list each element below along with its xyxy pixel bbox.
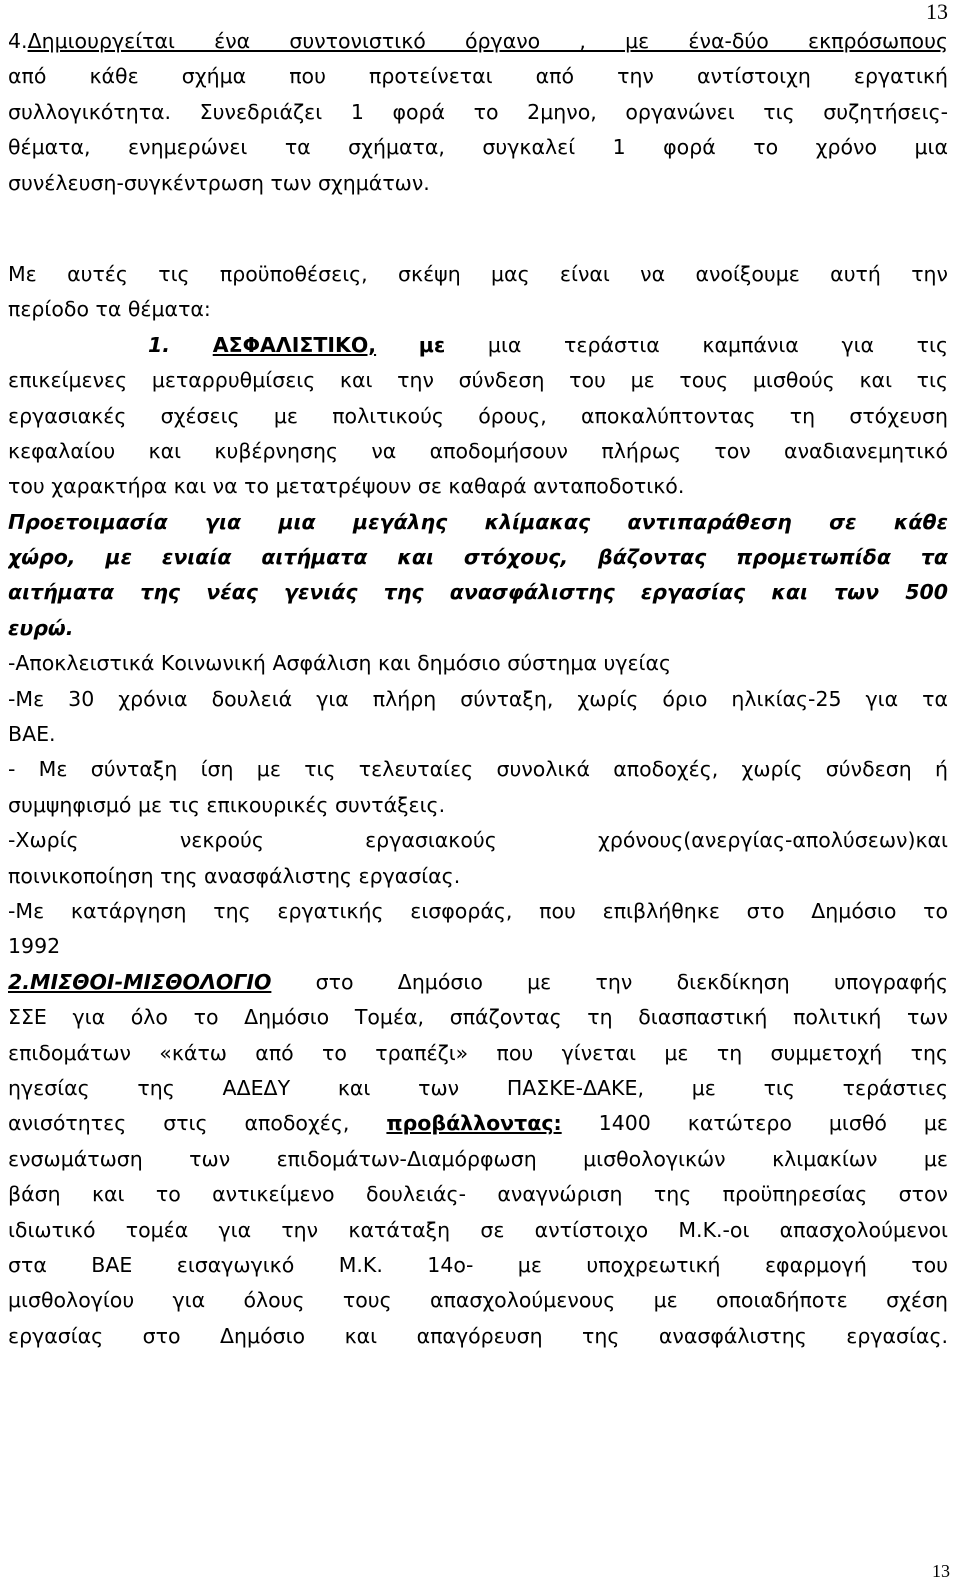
topic-1-title: ΑΣΦΑΛΙΣΤΙΚΟ, <box>212 332 377 357</box>
topic-2-line: επιδομάτων «κάτω από το τραπέζι» που γίνεται με τη συμμετοχή της <box>8 1040 948 1065</box>
topic-2-line: στα ΒΑΕ εισαγωγικό Μ.Κ. 14ο- με υποχρεωτική εφαρμογή του <box>8 1252 948 1277</box>
topic-1-line: επικείμενες μεταρρυθμίσεις και την σύνδεση του με τους μισθούς και τις <box>8 368 948 393</box>
intro <box>8 257 948 328</box>
topic-2-line: μισθολογίου για όλους τους απασχολούμενους με οποιαδήποτε σχέση <box>8 1288 948 1313</box>
topic-2-line: ενσωμάτωση των επιδομάτων-Διαμόρφωση μισθολογικών κλιμακίων με <box>8 1146 948 1171</box>
topic-1-with: με <box>418 332 446 357</box>
point-4-line-1 <box>8 24 948 59</box>
demand-line: ΒΑΕ. <box>8 722 56 747</box>
topic-2 <box>8 965 948 1354</box>
topic-2-line: εργασίας στο Δημόσιο και απαγόρευση της ανασφάλιστης εργασίας. <box>8 1323 948 1348</box>
demand-line: -Χωρίς νεκρούς εργασιακούς χρόνους(ανεργίας-απολύσεων)και <box>8 828 948 853</box>
topic-1-prep-line: Προετοιμασία για μια μεγάλης κλίμακας αντιπαράθεση σε κάθε <box>8 509 948 534</box>
point-4-line-5: συνέλευση-συγκέντρωση των σχημάτων. <box>8 170 430 195</box>
demand-line: -Με 30 χρόνια δουλειά για πλήρη σύνταξη, χωρίς όριο ηλικίας-25 για τα <box>8 686 948 711</box>
topic-1 <box>8 328 948 965</box>
topic-1-line: εργασιακές σχέσεις με πολιτικούς όρους, αποκαλύπτοντας τη στόχευση <box>8 403 948 428</box>
topic-1-prep-line: αιτήματα της νέας γενιάς της ανασφάλιστης εργασίας και των 500 <box>8 580 948 605</box>
page-number-top: 13 <box>926 0 948 24</box>
topic-1-prep-line: ευρώ. <box>8 615 74 640</box>
topic-1-line: κεφαλαίου και κυβέρνησης να αποδομήσουν πλήρως τον αναδιανεμητικό <box>8 438 948 463</box>
point-4-number: 4. <box>8 29 28 53</box>
topic-1-number: 1. <box>148 332 171 357</box>
topic-2-line-5-end: 1400 κατώτερο μισθό με <box>561 1111 948 1136</box>
topic-2-line-1 <box>8 965 948 1000</box>
demand-line: ποινικοποίηση της ανασφάλιστης εργασίας. <box>8 863 461 888</box>
document-body <box>8 24 948 1354</box>
demand-line: συμψηφισμό με τις επικουρικές συντάξεις. <box>8 792 446 817</box>
topic-2-line: βάση και το αντικείμενο δουλειάς- αναγνώριση της προϋπηρεσίας στον <box>8 1182 948 1207</box>
spacer <box>8 201 948 257</box>
point-4 <box>8 24 948 201</box>
point-4-line-2: από κάθε σχήμα που προτείνεται από την αντίστοιχη εργατική <box>8 64 948 89</box>
page-number-bottom: 13 <box>932 1561 950 1581</box>
topic-2-line: ηγεσίας της ΑΔΕΔΥ και των ΠΑΣΚΕ-ΔΑΚΕ, με τις τεράστιες <box>8 1075 948 1100</box>
demand-line: - Με σύνταξη ίση με τις τελευταίες συνολικά αποδοχές, χωρίς σύνδεση ή <box>8 757 948 782</box>
topic-2-line-1-rest: στο Δημόσιο με την διεκδίκηση υπογραφής <box>271 969 948 994</box>
demand-line: -Με κατάργηση της εργατικής εισφοράς, που επιβλήθηκε στο Δημόσιο το <box>8 898 948 923</box>
topic-2-keyword: προβάλλοντας: <box>386 1111 562 1136</box>
point-4-line-3: συλλογικότητα. Συνεδριάζει 1 φορά το 2μηνο, οργανώνει τις συζητήσεις- <box>8 99 948 124</box>
topic-2-title: 2.ΜΙΣΘΟΙ-ΜΙΣΘΟΛΟΓΙΟ <box>8 969 272 994</box>
demand-line: -Αποκλειστικά Κοινωνική Ασφάλιση και δημόσιο σύστημα υγείας <box>8 651 672 676</box>
topic-2-line: ΣΣΕ για όλο το Δημόσιο Τομέα, σπάζοντας τη διασπαστική πολιτική των <box>8 1005 948 1030</box>
topic-1-line: του χαρακτήρα και να το μετατρέψουν σε καθαρά ανταποδοτικό. <box>8 474 685 499</box>
topic-1-line-1 <box>8 328 948 363</box>
point-4-heading: Δημιουργείται ένα συντονιστικό όργανο , με ένα-δύο εκπρόσωπους <box>27 29 948 53</box>
intro-line-1: Με αυτές τις προϋποθέσεις, σκέψη μας είναι να ανοίξουμε αυτή την <box>8 261 948 286</box>
demand-line: 1992 <box>8 934 61 959</box>
topic-2-line: ιδιωτικό τομέα για την κατάταξη σε αντίστοιχο Μ.Κ.-οι απασχολούμενοι <box>8 1217 948 1242</box>
topic-1-line-1-rest: μια τεράστια καμπάνια για τις <box>487 332 948 357</box>
point-4-line-4: θέματα, ενημερώνει τα σχήματα, συγκαλεί 1 φορά το χρόνο μια <box>8 135 948 160</box>
intro-line-2: περίοδο τα θέματα: <box>8 297 211 322</box>
topic-1-prep-line: χώρο, με ενιαία αιτήματα και στόχους, βάζοντας προμετωπίδα τα <box>8 545 948 570</box>
topic-2-line-5 <box>8 1106 948 1141</box>
topic-2-line-5-start: ανισότητες στις αποδοχές, <box>8 1111 387 1136</box>
